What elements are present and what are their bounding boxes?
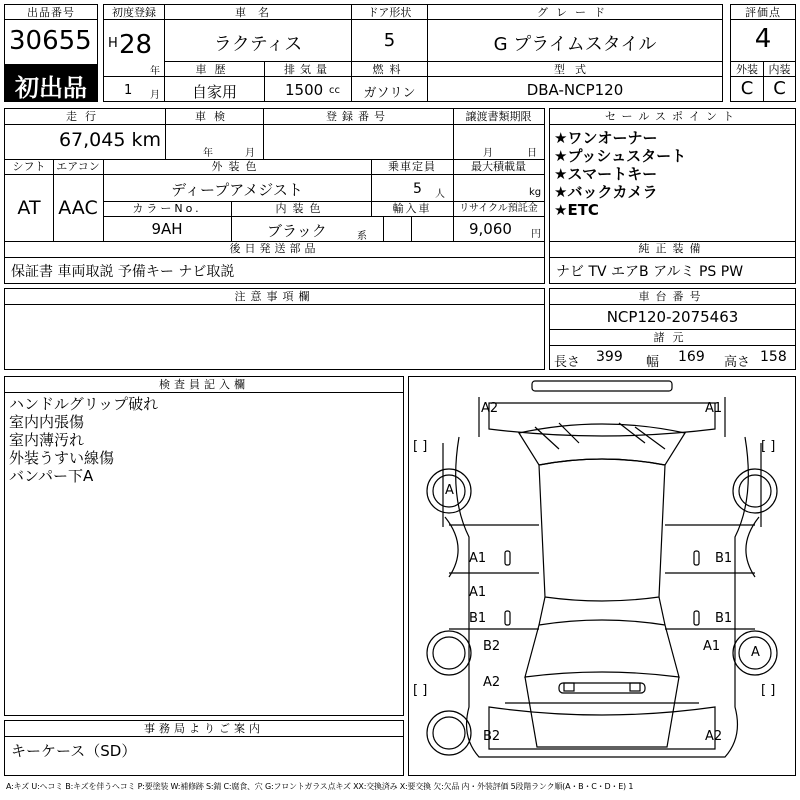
history-cell [164, 76, 265, 102]
mark-front-left: A2 [481, 401, 499, 416]
capacity-label: 乗車定員 [388, 160, 436, 173]
first-reg-year: 28 [119, 30, 153, 60]
lot-label: 出品番号 [27, 6, 75, 19]
displacement-unit: cc [329, 85, 340, 96]
car-name-value: ラクティス [213, 34, 303, 55]
ext-color-value: ディープアメジスト [171, 181, 303, 199]
mark-tire-fl: A [445, 483, 454, 498]
model-value: DBA-NCP120 [526, 81, 624, 99]
mark-left-door-1: A1 [469, 585, 487, 600]
selling-point-item: ★ETC [554, 201, 599, 219]
car-name-cell [164, 19, 352, 62]
inspector-box [4, 376, 404, 716]
car-name-label-cell [164, 4, 352, 20]
inspection-label: 車検 [195, 110, 233, 123]
int-score: C [773, 78, 786, 99]
first-reg-year-unit: 年 [150, 66, 160, 77]
grade-cell [427, 19, 723, 62]
score-cell [730, 19, 796, 62]
model-label-cell [427, 61, 723, 77]
int-score-cell [763, 76, 796, 102]
model-label: 型式 [554, 63, 596, 76]
mileage-label: 走行 [66, 110, 104, 123]
length-value: 399 [596, 349, 623, 365]
equipment-label: 純正装備 [638, 242, 707, 255]
inspector-line: 外装うすい線傷 [9, 449, 115, 467]
width-label: 幅 [646, 355, 660, 370]
fuel-label: 燃料 [372, 63, 407, 76]
length-label: 長さ [554, 355, 581, 370]
displacement-label-cell [264, 61, 352, 77]
inspection-year-unit: 年 [203, 148, 213, 159]
selling-point-item: ★スマートキー [554, 165, 658, 183]
mark-rear-left: A2 [483, 675, 501, 690]
history-label: 車歴 [195, 63, 234, 76]
inspector-line: 室内内張傷 [9, 413, 85, 431]
bracket-rear-right: [ ] [761, 683, 776, 698]
int-label-cell [763, 61, 796, 77]
mark-tire-rr: A [751, 645, 760, 660]
history-label-cell [164, 61, 265, 77]
bracket-front-right: [ ] [761, 439, 776, 454]
mark-right-door: B1 [715, 611, 733, 626]
score-label-cell [730, 4, 796, 20]
displacement-cell [264, 76, 352, 102]
score-label: 評価点 [745, 6, 781, 19]
selling-point-item: ★ワンオーナー [554, 129, 658, 147]
spec-table [4, 108, 545, 284]
import-label: 輸入車 [392, 202, 432, 215]
capacity-value: 5 [413, 181, 422, 197]
dims-label: 諸元 [653, 331, 692, 344]
lot-number-cell [4, 19, 98, 65]
ext-label: 外装 [736, 63, 758, 76]
first-reg-era: H [108, 36, 118, 51]
model-cell [427, 76, 723, 102]
mark-bottom-right: A2 [705, 729, 723, 744]
fuel-value: ガソリン [363, 86, 416, 101]
displacement-value: 1500 [285, 81, 324, 99]
transfer-label: 譲渡書類期限 [465, 110, 532, 123]
mark-right-rear: A1 [703, 639, 721, 654]
ac-value: AAC [58, 197, 98, 219]
fuel-label-cell [351, 61, 428, 77]
chassis-label: 車台番号 [638, 290, 707, 303]
car-name-label: 車名 [235, 6, 281, 19]
ext-score-cell [730, 76, 764, 102]
car-outline [409, 377, 795, 775]
width-value: 169 [678, 349, 705, 365]
office-label: 事務局よりご案内 [144, 722, 264, 735]
first-reg-month: 1 [124, 83, 133, 98]
color-no-label: カラーNo. [132, 202, 202, 215]
first-reg-month-cell [103, 76, 165, 102]
inspection-month-unit: 月 [245, 148, 255, 159]
history-value: 自家用 [191, 83, 237, 101]
first-listing-badge [4, 64, 98, 102]
notes-label: 注意事項欄 [234, 290, 315, 303]
color-no-value: 9AH [151, 220, 183, 238]
selling-points-label: セールスポイント [604, 110, 740, 123]
selling-point-item: ★プッシュスタート [554, 147, 687, 165]
first-listing-text: 初出品 [15, 74, 87, 102]
later-parts-value: 保証書 車両取説 予備キー ナビ取説 [11, 264, 235, 280]
mark-right-fender: B1 [715, 551, 733, 566]
max-load-unit: kg [529, 187, 542, 198]
lot-number: 30655 [9, 26, 92, 56]
mark-left-door-2: B1 [469, 611, 487, 626]
selling-point-item: ★バックカメラ [554, 183, 658, 201]
selling-points-box [549, 108, 796, 284]
recycle-value: 9,060 [469, 220, 512, 238]
first-reg-label: 初度登録 [112, 6, 156, 19]
bracket-rear-left: [ ] [413, 683, 428, 698]
recycle-unit: 円 [531, 229, 541, 240]
ext-label-cell [730, 61, 764, 77]
notes-box [4, 288, 545, 370]
height-value: 158 [760, 349, 787, 365]
shift-label: シフト [12, 160, 46, 173]
office-value: キーケース（SD） [11, 742, 137, 760]
reg-no-label: 登録番号 [326, 110, 390, 123]
recycle-label: リサイクル預託金 [459, 203, 538, 214]
door-cell [351, 19, 428, 62]
first-reg-cell [103, 19, 165, 77]
door-value: 5 [383, 30, 396, 51]
transfer-day-unit: 日 [527, 148, 537, 159]
equipment-value: ナビ TV エアB アルミ PS PW [556, 264, 744, 280]
grade-label: グレード [537, 6, 613, 19]
transfer-month-unit: 月 [483, 148, 493, 159]
int-color-unit: 系 [357, 231, 367, 242]
mark-left-fender: A1 [469, 551, 487, 566]
lot-label-cell [4, 4, 98, 20]
first-reg-label-cell [103, 4, 165, 20]
shift-value: AT [17, 197, 41, 219]
car-diagram [408, 376, 796, 776]
door-label: ドア形状 [367, 6, 412, 19]
chassis-value: NCP120-2075463 [606, 308, 739, 326]
inspector-line: 室内薄汚れ [9, 431, 85, 449]
chassis-box [549, 288, 796, 370]
ac-label: エアコン [56, 160, 100, 173]
inspector-line: バンパー下A [9, 467, 94, 485]
int-color-value: ブラック [267, 222, 327, 240]
inspector-line: ハンドルグリップ破れ [9, 395, 159, 413]
damage-legend: A:キズ U:ヘコミ B:キズを伴うヘコミ P:要塗装 W:補修跡 S:錆 C:腐食、穴 G:フロントガラス点キズ XX:交換済み X:要交換 欠:欠品 内・外装評価 5段階ランク順(A・B・C・D・E) 1 [6, 782, 634, 791]
inspector-lines [9, 395, 158, 485]
displacement-label: 排気量 [284, 63, 332, 76]
mark-bottom-left: B2 [483, 729, 501, 744]
grade-label-cell [427, 4, 723, 20]
max-load-label: 最大積載量 [471, 160, 526, 173]
capacity-unit: 人 [435, 189, 445, 200]
int-label: 内装 [768, 63, 791, 76]
later-parts-label: 後日発送部品 [229, 242, 320, 255]
int-color-label: 内装色 [275, 202, 327, 215]
first-reg-month-unit: 月 [150, 90, 160, 101]
mark-front-right: A1 [705, 401, 723, 416]
ext-score: C [740, 78, 754, 99]
score-value: 4 [754, 24, 772, 54]
bracket-front-left: [ ] [413, 439, 428, 454]
office-box [4, 720, 404, 776]
ext-color-label: 外装色 [211, 160, 263, 173]
grade-value: G プライムスタイル [493, 34, 657, 55]
mark-left-rear: B2 [483, 639, 501, 654]
fuel-cell [351, 76, 428, 102]
mileage-value: 67,045 km [58, 129, 161, 151]
height-label: 高さ [724, 355, 751, 370]
door-label-cell [351, 4, 428, 20]
selling-points-list [554, 129, 686, 219]
inspector-label: 検査員記入欄 [159, 378, 249, 391]
